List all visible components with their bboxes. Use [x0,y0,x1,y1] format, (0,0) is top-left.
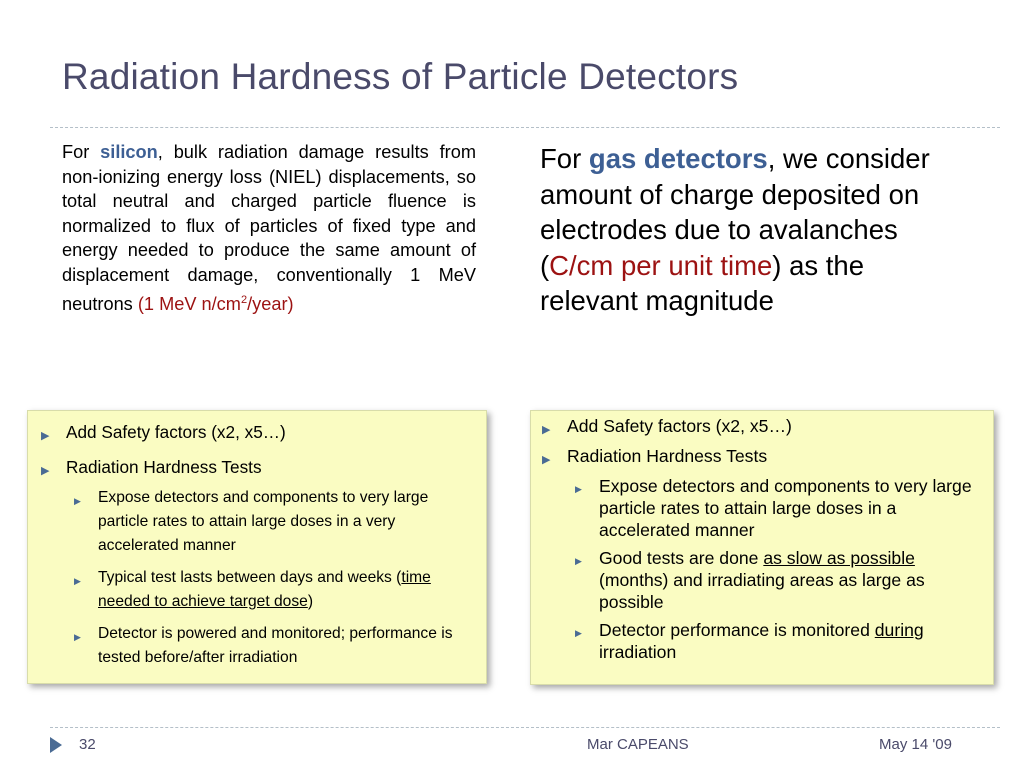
triangle-right-icon: ▶ [41,465,50,477]
sub-list-item: ▶ Expose detectors and components to very large particle rates to attain large doses in a accelerated manner [575,476,972,540]
footer-date: May 14 '09 [879,736,952,753]
list-item: ▶ Add Safety factors (x2, x5…) [38,421,472,443]
left-bullet-box [27,410,487,684]
triangle-right-icon: ▶ [575,628,582,638]
silicon-highlight: silicon [100,142,158,162]
footer-author: Mar CAPEANS [587,736,689,753]
sub-list-item: ▶ Detector performance is monitored during irradiation [575,620,924,662]
slide-title: Radiation Hardness of Particle Detectors [62,56,739,97]
silicon-unit: (1 MeV $n/cm^2/year$) [137,293,294,314]
sub-list-item: ▶ Typical test lasts between days and weeks (time needed to achieve target dose) [74,569,431,610]
triangle-right-icon: ▶ [41,430,50,442]
gas-unit: C/cm per unit time [549,249,773,281]
silicon-paragraph: For silicon, bulk radiation damage results from non-ionizing energy loss (NIEL) displacements, so total neutral and charged particle fluence is normalized to flux of particles of fixed type and energy needed to produce the same amount of displacement damage, conventionally 1 MeV neutrons (1 MeV $n/cm^2/year$) [62,142,476,314]
list-item: ▶ Radiation Hardness Tests [539,445,983,467]
triangle-right-icon: ▶ [575,556,582,566]
footer-divider [50,727,1000,728]
sub-list-item: ▶ Good tests are done as slow as possible (months) and irradiating areas as large as possible [575,548,925,612]
sub-list-item: ▶ Expose detectors and components to very large particle rates to attain large doses in a very accelerated manner [74,489,429,554]
right-bullet-box [530,410,994,685]
gas-paragraph: For gas detectors, we consider amount of charge deposited on electrodes due to avalanches (C/cm per unit time) as the relevant magnitude [540,143,930,316]
play-arrow-icon[interactable] [50,737,62,753]
slide-number: 32 [79,736,96,753]
list-item: ▶ Add Safety factors (x2, x5…) [539,415,983,437]
triangle-right-icon: ▶ [74,576,81,586]
triangle-right-icon: ▶ [575,484,582,494]
triangle-right-icon: ▶ [542,454,551,466]
triangle-right-icon: ▶ [74,496,81,506]
triangle-right-icon: ▶ [74,632,81,642]
list-item: ▶ Radiation Hardness Tests [38,456,472,478]
title-divider [50,127,1000,128]
sub-list-item: ▶ Detector is powered and monitored; performance is tested before/after irradiation [74,625,453,666]
triangle-right-icon: ▶ [542,424,551,436]
gas-highlight: gas detectors [588,143,768,174]
